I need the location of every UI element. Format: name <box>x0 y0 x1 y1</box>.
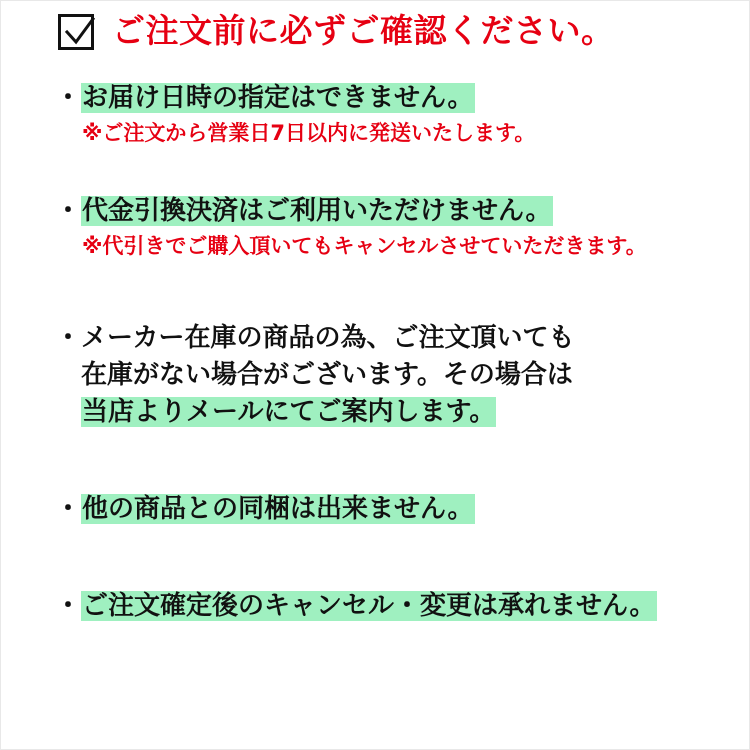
notice-item-2-lines <box>81 193 750 230</box>
notice-item-2-main <box>55 193 750 230</box>
notice-item-5-main <box>55 588 750 625</box>
spacer <box>55 431 750 491</box>
notice-item-2-line-1: 代金引換決済はご利用いただけません。 <box>82 196 552 227</box>
notice-item-5-line-1: ご注文確定後のキャンセル・変更は承れません。 <box>82 591 656 622</box>
notice-item-3-line-1: メーカー在庫の商品の為、ご注文頂いても <box>81 323 575 354</box>
checkmark-icon <box>58 14 94 50</box>
spacer <box>55 260 750 320</box>
notice-item-4-lines <box>81 491 750 528</box>
notice-item-3-line-3: 当店よりメールにてご案内します。 <box>82 397 496 428</box>
notice-item-3 <box>55 320 750 431</box>
notice-item-1-main <box>55 80 750 117</box>
notice-item-3-main <box>55 320 750 431</box>
notice-header <box>0 0 750 50</box>
notice-item-5 <box>55 588 750 625</box>
page-title: ご注文前に必ずご確認ください。 <box>112 10 615 50</box>
notice-item-1-note: ※ご注文から営業日7日以内に発送いたします。 <box>82 120 536 145</box>
bullet-icon: ・ <box>55 494 82 525</box>
spacer <box>55 147 750 193</box>
spacer <box>55 528 750 588</box>
bullet-icon: ・ <box>55 196 82 227</box>
notice-item-2 <box>55 193 750 260</box>
notice-item-4-line-1: 他の商品との同梱は出来ません。 <box>82 494 474 525</box>
notice-item-1 <box>55 80 750 147</box>
notice-item-4-main <box>55 491 750 528</box>
notice-item-2-note: ※代引きでご購入頂いてもキャンセルさせていただきます。 <box>82 234 647 259</box>
notice-item-5-lines <box>81 588 750 625</box>
bullet-icon: ・ <box>55 83 82 113</box>
notice-item-4 <box>55 491 750 528</box>
notice-item-1-lines <box>81 80 750 117</box>
notice-item-1-line-1: お届け日時の指定はできません。 <box>82 83 474 113</box>
bullet-icon: ・ <box>55 323 82 354</box>
notice-item-3-lines <box>81 320 750 431</box>
notice-list <box>0 50 750 625</box>
notice-item-3-line-2: 在庫がない場合がございます。その場合は <box>81 360 573 391</box>
bullet-icon: ・ <box>55 591 82 622</box>
